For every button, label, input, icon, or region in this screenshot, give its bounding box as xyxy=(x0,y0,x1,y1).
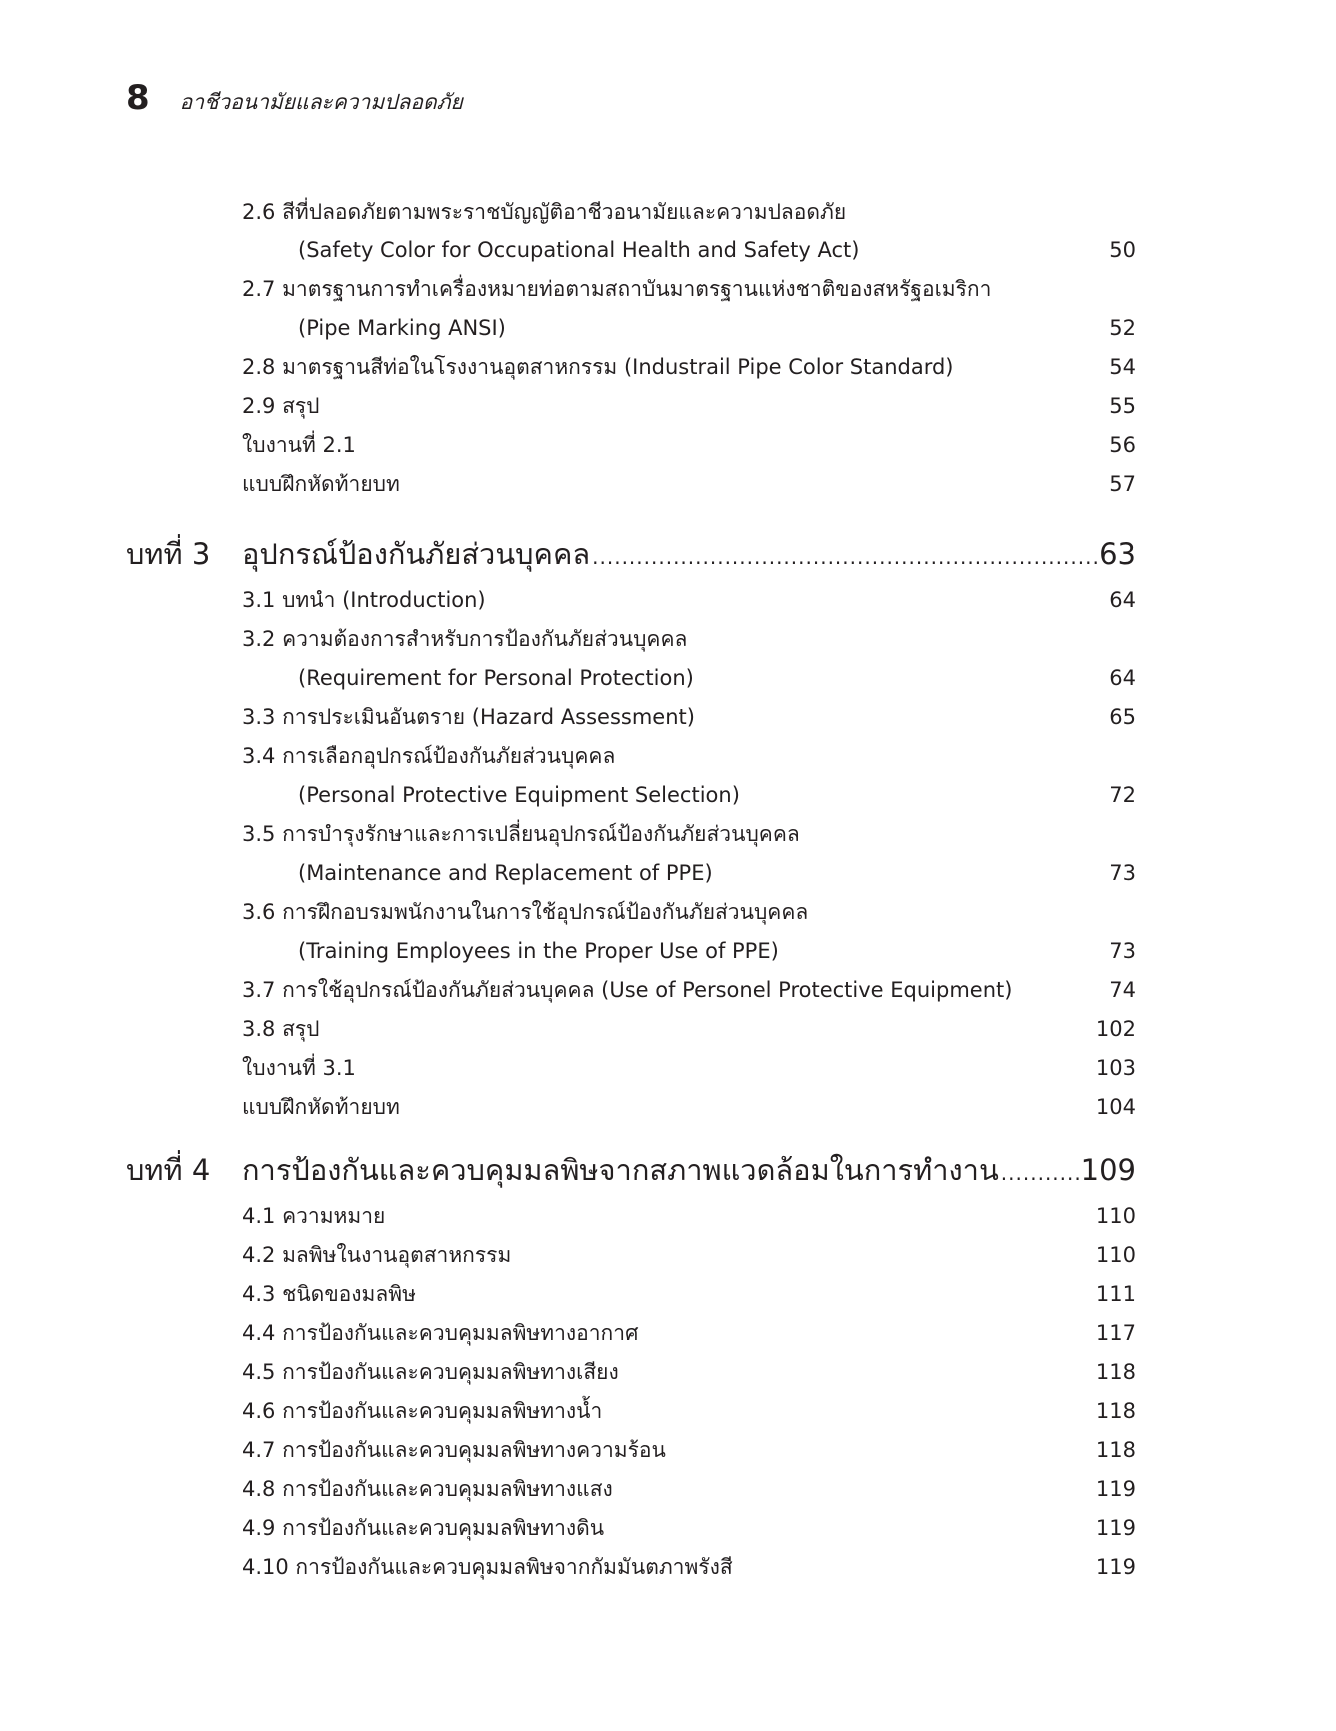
toc-entry-page: 64 xyxy=(1109,588,1136,612)
toc-entry-text: 3.7 การใช้อุปกรณ์ป้องกันภัยส่วนบุคคล (Use of Personel Protective Equipment) xyxy=(242,978,1013,1002)
toc-entry-page: 110 xyxy=(1095,1243,1136,1267)
toc-entry-page: 73 xyxy=(1109,861,1136,885)
toc-entry-text: (Safety Color for Occupational Health and Safety Act) xyxy=(298,238,860,262)
toc-entry-text: 4.1 ความหมาย xyxy=(242,1204,386,1228)
running-title: อาชีวอนามัยและความปลอดภัย xyxy=(179,90,463,114)
dot-leader xyxy=(592,535,1097,579)
chapter-heading-4[interactable] xyxy=(0,1148,1336,1192)
toc-entry-text: 3.4 การเลือกอุปกรณ์ป้องกันภัยส่วนบุคคล xyxy=(242,744,616,768)
toc-entry-page: 118 xyxy=(1095,1399,1136,1423)
chapter-title: อุปกรณ์ป้องกันภัยส่วนบุคคล xyxy=(242,537,591,571)
toc-entry-page: 118 xyxy=(1095,1360,1136,1384)
toc-entry-text: 3.1 บทนำ (Introduction) xyxy=(242,588,486,612)
toc-entry-page: 118 xyxy=(1095,1438,1136,1462)
toc-entry-page: 56 xyxy=(1109,433,1136,457)
toc-entry-text: 2.6 สีที่ปลอดภัยตามพระราชบัญญัติอาชีวอนามัยและความปลอดภัย xyxy=(242,200,847,224)
toc-entry-text: 4.4 การป้องกันและควบคุมมลพิษทางอากาศ xyxy=(242,1321,639,1345)
toc-entry-page: 52 xyxy=(1109,316,1136,340)
chapter-heading-3[interactable] xyxy=(0,532,1336,576)
toc-entry-text: 4.9 การป้องกันและควบคุมมลพิษทางดิน xyxy=(242,1516,605,1540)
chapter-label: บทที่ 4 xyxy=(126,1153,211,1187)
toc-entry-page: 74 xyxy=(1109,978,1136,1002)
toc-entry-text: 4.6 การป้องกันและควบคุมมลพิษทางน้ำ xyxy=(242,1399,603,1423)
toc-entry-text: 3.6 การฝึกอบรมพนักงานในการใช้อุปกรณ์ป้องกันภัยส่วนบุคคล xyxy=(242,900,809,924)
toc-entry-page: 55 xyxy=(1109,394,1136,418)
toc-entry-text: 2.8 มาตรฐานสีท่อในโรงงานอุตสาหกรรม (Industrail Pipe Color Standard) xyxy=(242,355,954,379)
toc-entry-text: ใบงานที่ 2.1 xyxy=(242,433,356,457)
page-number: 8 xyxy=(126,78,150,118)
page-header xyxy=(126,78,463,119)
toc-entry-page: 119 xyxy=(1095,1477,1136,1501)
toc-entry-text: 3.8 สรุป xyxy=(242,1017,320,1041)
toc-entry-page: 102 xyxy=(1095,1017,1136,1041)
toc-entry-text: 3.2 ความต้องการสำหรับการป้องกันภัยส่วนบุคคล xyxy=(242,627,688,651)
toc-entry-text: (Requirement for Personal Protection) xyxy=(298,666,694,690)
chapter-title-line xyxy=(242,1148,1136,1195)
dot-leader xyxy=(1001,1151,1079,1195)
toc-entry-text: 4.5 การป้องกันและควบคุมมลพิษทางเสียง xyxy=(242,1360,619,1384)
toc-entry-text: 4.8 การป้องกันและควบคุมมลพิษทางแสง xyxy=(242,1477,613,1501)
toc-entry-page: 64 xyxy=(1109,666,1136,690)
toc-entry-text: (Maintenance and Replacement of PPE) xyxy=(298,861,713,885)
toc-entry-text: แบบฝึกหัดท้ายบท xyxy=(242,472,400,496)
toc-entry-text: 3.5 การบำรุงรักษาและการเปลี่ยนอุปกรณ์ป้องกันภัยส่วนบุคคล xyxy=(242,822,800,846)
toc-entry-page: 119 xyxy=(1095,1516,1136,1540)
toc-entry-text: (Personal Protective Equipment Selection) xyxy=(298,783,740,807)
toc-entry-page: 65 xyxy=(1109,705,1136,729)
chapter-page: 109 xyxy=(1080,1153,1136,1187)
toc-entry-text: 4.2 มลพิษในงานอุตสาหกรรม xyxy=(242,1243,512,1267)
toc-entry-text: 2.9 สรุป xyxy=(242,394,320,418)
toc-entry-page: 72 xyxy=(1109,783,1136,807)
toc-entry-page: 110 xyxy=(1095,1204,1136,1228)
toc-entry-text: 4.10 การป้องกันและควบคุมมลพิษจากกัมมันตภาพรังสี xyxy=(242,1555,733,1579)
toc-entry-page: 57 xyxy=(1109,472,1136,496)
toc-entry-page: 50 xyxy=(1109,238,1136,262)
toc-entry-page: 117 xyxy=(1095,1321,1136,1345)
toc-entry-page: 103 xyxy=(1095,1056,1136,1080)
chapter-page: 63 xyxy=(1099,537,1136,571)
chapter-label: บทที่ 3 xyxy=(126,537,211,571)
toc-entry-page: 111 xyxy=(1095,1282,1136,1306)
toc-entry-text: ใบงานที่ 3.1 xyxy=(242,1056,356,1080)
toc-entry-page: 104 xyxy=(1095,1095,1136,1119)
toc-entry-text: 2.7 มาตรฐานการทำเครื่องหมายท่อตามสถาบันมาตรฐานแห่งชาติของสหรัฐอเมริกา xyxy=(242,277,992,301)
toc-entry-text: (Pipe Marking ANSI) xyxy=(298,316,506,340)
toc-entry-text: 3.3 การประเมินอันตราย (Hazard Assessment) xyxy=(242,705,695,729)
toc-entry-text: 4.7 การป้องกันและควบคุมมลพิษทางความร้อน xyxy=(242,1438,666,1462)
toc-entry-text: (Training Employees in the Proper Use of PPE) xyxy=(298,939,779,963)
toc-entry-text: แบบฝึกหัดท้ายบท xyxy=(242,1095,400,1119)
chapter-title: การป้องกันและควบคุมมลพิษจากสภาพแวดล้อมในการทำงาน xyxy=(242,1153,999,1187)
toc-entry-text: 4.3 ชนิดของมลพิษ xyxy=(242,1282,416,1306)
toc-entry-page: 119 xyxy=(1095,1555,1136,1579)
toc-entry-page: 54 xyxy=(1109,355,1136,379)
toc-entry-page: 73 xyxy=(1109,939,1136,963)
chapter-title-line xyxy=(242,532,1136,579)
